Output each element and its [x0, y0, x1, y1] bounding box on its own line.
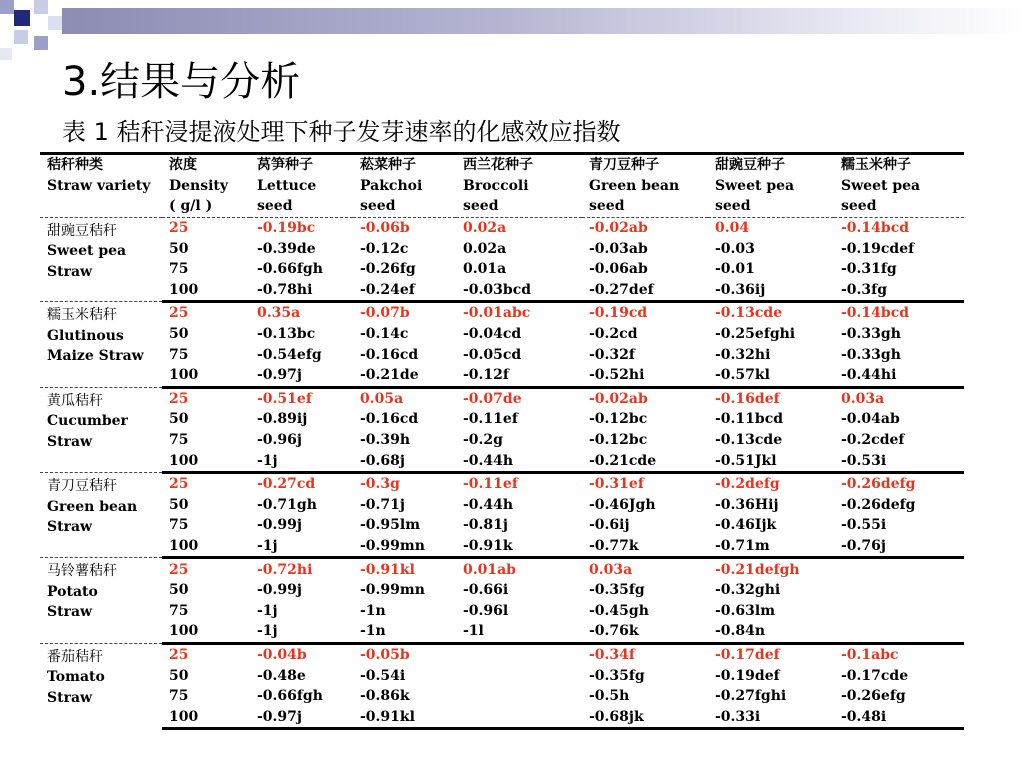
value-cell: -0.91kl [353, 558, 456, 580]
density-cell: 100 [162, 706, 250, 728]
table-row [40, 450, 964, 472]
value-cell: -0.54i [360, 667, 406, 684]
value-cell [834, 580, 964, 601]
value-cell: -0.36ij [708, 280, 834, 302]
density-cell: 100 [162, 536, 250, 558]
value-cell: -0.19cdef [841, 240, 915, 257]
value-cell: 0.02a [463, 240, 507, 257]
density-cell: 100 [162, 450, 250, 472]
table-row [40, 686, 964, 707]
decor-square-4 [48, 16, 62, 30]
straw-name-en: Straw [47, 689, 93, 706]
value-cell: -0.51Jkl [708, 450, 834, 472]
straw-variety-cell [40, 387, 162, 472]
value-cell: -0.66fgh [257, 688, 323, 705]
value-cell: -0.95lm [360, 517, 421, 534]
table-row [40, 217, 964, 238]
density-cell: 75 [169, 261, 189, 278]
value-cell: -0.14bcd [834, 217, 964, 238]
header-lettuce-seed: seed [250, 196, 353, 217]
value-cell [834, 600, 964, 621]
value-cell: -0.33gh [841, 326, 901, 343]
value-cell: -0.52hi [582, 365, 708, 387]
straw-variety-cell [40, 217, 162, 301]
value-cell: -0.21defgh [708, 558, 834, 580]
value-cell: -0.07de [456, 387, 582, 409]
density-cell: 75 [169, 517, 189, 534]
straw-name-en: Straw [47, 263, 93, 280]
table-row [40, 472, 964, 494]
value-cell: -0.1abc [834, 643, 964, 665]
straw-name-en: Maize Straw [47, 348, 144, 365]
density-cell: 25 [162, 643, 250, 665]
value-cell: -0.6ij [589, 517, 630, 534]
header-pakchoi-en: Pakchoi [360, 177, 423, 194]
header-sweetpea-seed: seed [708, 196, 834, 217]
value-cell: -0.2cd [589, 326, 638, 343]
straw-name-en: Potato [47, 583, 98, 600]
value-cell: -0.45gh [589, 602, 649, 619]
value-cell: -0.71gh [257, 496, 317, 513]
density-cell: 50 [169, 240, 189, 257]
table-row [40, 259, 964, 280]
density-cell: 25 [162, 217, 250, 238]
value-cell: -0.01abc [456, 302, 582, 324]
header-maize-seed: seed [834, 196, 964, 217]
value-cell: -0.44hi [834, 365, 964, 387]
straw-name-zh: 番茄秸秆 [47, 648, 103, 665]
table-row [40, 643, 964, 665]
value-cell: -0.54efg [257, 346, 322, 363]
value-cell: -0.76j [834, 536, 964, 558]
value-cell: -0.16def [708, 387, 834, 409]
value-cell: -0.97j [250, 365, 353, 387]
density-cell: 75 [169, 602, 189, 619]
value-cell: -0.99j [257, 517, 302, 534]
table-row [40, 665, 964, 686]
straw-name-en: Straw [47, 519, 93, 536]
value-cell: -0.46Jgh [589, 496, 656, 513]
value-cell: -0.35fg [589, 582, 645, 599]
decor-square-6 [34, 36, 48, 50]
value-cell: -0.14bcd [834, 302, 964, 324]
table-header [40, 154, 964, 218]
value-cell: -0.33i [708, 706, 834, 728]
decor-square-1 [0, 0, 14, 14]
table-row [40, 515, 964, 536]
density-cell: 75 [169, 346, 189, 363]
value-cell: 0.35a [250, 302, 353, 324]
value-cell: -0.71m [708, 536, 834, 558]
table-caption: 表 1 秸秆浸提液处理下种子发芽速率的化感效应指数 [62, 118, 621, 146]
value-cell: -0.12f [456, 365, 582, 387]
header-greenbean-seed: seed [582, 196, 708, 217]
value-cell: -0.86k [360, 688, 410, 705]
value-cell: -0.39de [257, 240, 316, 257]
value-cell: -0.91kl [353, 706, 456, 728]
straw-name-zh: 糯玉米秸秆 [47, 307, 117, 324]
value-cell: -0.06b [353, 217, 456, 238]
header-broccoli-seed: seed [456, 196, 582, 217]
table-row [40, 558, 964, 580]
decor-square-2 [14, 10, 30, 26]
density-cell: 100 [162, 365, 250, 387]
straw-name-en: Glutinous [47, 327, 124, 344]
value-cell: -0.11bcd [715, 411, 784, 428]
straw-name-en: Straw [47, 604, 93, 621]
value-cell: -0.02ab [582, 387, 708, 409]
value-cell: -0.07b [353, 302, 456, 324]
header-straw-unit [40, 196, 162, 217]
value-cell: -0.96j [257, 432, 302, 449]
allelopathy-table [40, 152, 964, 730]
straw-name-en: Tomato [47, 669, 105, 686]
value-cell: -0.34f [582, 643, 708, 665]
value-cell: -0.05cd [463, 346, 522, 363]
density-cell: 75 [169, 688, 189, 705]
value-cell: -0.11ef [463, 411, 518, 428]
value-cell: -0.19cd [582, 302, 708, 324]
decor-square-3 [34, 0, 48, 14]
straw-variety-cell [40, 558, 162, 643]
value-cell: -1n [360, 602, 386, 619]
table-row [40, 365, 964, 387]
value-cell: -0.68j [353, 450, 456, 472]
header-density-zh: 浓度 [162, 154, 250, 176]
value-cell: -0.99mn [360, 582, 425, 599]
value-cell: -0.2g [463, 432, 503, 449]
value-cell: -0.2defg [708, 472, 834, 494]
straw-name-en: Green bean [47, 498, 138, 515]
value-cell [834, 558, 964, 580]
value-cell: -0.21cde [582, 450, 708, 472]
value-cell: -0.33gh [841, 346, 901, 363]
value-cell: -0.99mn [353, 536, 456, 558]
decor-square-5 [14, 30, 28, 44]
straw-name-zh: 马铃薯秸秆 [47, 563, 117, 580]
straw-variety-cell [40, 302, 162, 387]
value-cell: -0.39h [360, 432, 411, 449]
value-cell: -0.26defg [841, 496, 916, 513]
table-row [40, 280, 964, 302]
straw-variety-cell [40, 472, 162, 557]
header-broccoli-en: Broccoli [463, 177, 529, 194]
value-cell: -0.44h [456, 450, 582, 472]
value-cell: -0.04ab [841, 411, 900, 428]
header-lettuce-en: Lettuce [257, 177, 317, 194]
value-cell: 0.01ab [456, 558, 582, 580]
value-cell: -0.46Ijk [715, 517, 777, 534]
value-cell: -0.3fg [834, 280, 964, 302]
header-pakchoi-seed: seed [353, 196, 456, 217]
header-density-unit: ( g/l ) [162, 196, 250, 217]
density-cell: 100 [162, 280, 250, 302]
header-straw-en: Straw variety [47, 177, 151, 194]
table-row [40, 600, 964, 621]
value-cell: -0.99j [257, 582, 302, 599]
density-cell: 25 [162, 472, 250, 494]
value-cell: -0.78hi [250, 280, 353, 302]
header-pakchoi-zh: 菘菜种子 [353, 154, 456, 176]
value-cell: -0.44h [463, 496, 514, 513]
value-cell: -0.12bc [589, 411, 648, 428]
density-cell: 25 [162, 558, 250, 580]
value-cell: -0.21de [353, 365, 456, 387]
straw-name-zh: 黄瓜秸秆 [47, 392, 103, 409]
table-row [40, 324, 964, 345]
density-cell: 50 [169, 411, 189, 428]
table-row [40, 580, 964, 601]
value-cell: -0.03bcd [456, 280, 582, 302]
value-cell: -0.5h [589, 688, 630, 705]
value-cell: -0.26fg [360, 261, 416, 278]
table-row [40, 387, 964, 409]
value-cell: -0.96l [463, 602, 509, 619]
value-cell: -0.19bc [250, 217, 353, 238]
table-row [40, 706, 964, 728]
value-cell: -0.57kl [708, 365, 834, 387]
value-cell: -0.66fgh [257, 261, 323, 278]
value-cell: -0.27cd [250, 472, 353, 494]
value-cell: 0.03a [834, 387, 964, 409]
table-row [40, 409, 964, 430]
table-row [40, 430, 964, 451]
table-row [40, 495, 964, 516]
value-cell: -0.13bc [257, 326, 316, 343]
value-cell: -0.72hi [250, 558, 353, 580]
value-cell: -1j [250, 450, 353, 472]
value-cell: -0.03ab [589, 240, 648, 257]
value-cell: -0.19def [715, 667, 780, 684]
header-density-en: Density [169, 177, 229, 194]
value-cell: -0.16cd [360, 411, 419, 428]
header-broccoli-zh: 西兰花种子 [456, 154, 582, 176]
header-sweetpea-zh: 甜豌豆种子 [708, 154, 834, 176]
value-cell: -0.89ij [257, 411, 308, 428]
value-cell: -0.35fg [589, 667, 645, 684]
density-cell: 50 [169, 667, 189, 684]
header-greenbean-zh: 青刀豆种子 [582, 154, 708, 176]
value-cell: -0.53i [834, 450, 964, 472]
value-cell: -0.24ef [353, 280, 456, 302]
straw-name-zh: 甜豌豆秸秆 [47, 222, 117, 239]
density-cell: 25 [162, 387, 250, 409]
density-cell: 100 [162, 621, 250, 643]
straw-name-en: Cucumber [47, 413, 128, 430]
slide-title: 3.结果与分析 [62, 59, 301, 105]
value-cell: 0.01a [463, 261, 507, 278]
value-cell: -0.51ef [250, 387, 353, 409]
value-cell: -0.48i [834, 706, 964, 728]
value-cell [456, 643, 582, 665]
header-straw-zh: 秸秆种类 [40, 154, 162, 176]
value-cell: -0.04cd [463, 326, 522, 343]
value-cell: -0.71j [360, 496, 405, 513]
straw-name-en: Sweet pea [47, 243, 127, 260]
value-cell: -0.27fghi [715, 688, 787, 705]
value-cell: -0.68jk [582, 706, 708, 728]
value-cell: -0.16cd [360, 346, 419, 363]
value-cell: -0.26efg [841, 688, 906, 705]
value-cell: -0.84n [708, 621, 834, 643]
value-cell: -0.01 [715, 261, 755, 278]
value-cell: 0.04 [708, 217, 834, 238]
value-cell: -0.31fg [841, 261, 897, 278]
value-cell: -0.2cdef [841, 432, 905, 449]
value-cell [834, 621, 964, 643]
value-cell [456, 686, 582, 707]
value-cell: -0.25efghi [715, 326, 796, 343]
value-cell: -0.13cde [708, 302, 834, 324]
value-cell: -0.12bc [589, 432, 648, 449]
value-cell: -1j [250, 536, 353, 558]
value-cell: -0.77k [582, 536, 708, 558]
value-cell: -0.55i [841, 517, 887, 534]
value-cell: -0.91k [456, 536, 582, 558]
table-row [40, 302, 964, 324]
value-cell: -1j [250, 621, 353, 643]
value-cell: -0.14c [360, 326, 409, 343]
table-row [40, 344, 964, 365]
density-cell: 50 [169, 496, 189, 513]
decor-square-7 [0, 48, 12, 60]
value-cell: -0.76k [582, 621, 708, 643]
value-cell: -0.26defg [834, 472, 964, 494]
table-row [40, 238, 964, 259]
value-cell: -0.32f [589, 346, 635, 363]
value-cell: -0.31ef [582, 472, 708, 494]
value-cell: -0.32ghi [715, 582, 781, 599]
value-cell: 0.05a [353, 387, 456, 409]
value-cell: -1l [456, 621, 582, 643]
value-cell [456, 665, 582, 686]
value-cell: -0.13cde [715, 432, 783, 449]
value-cell: -0.48e [257, 667, 306, 684]
header-maize-en: Sweet pea [841, 177, 921, 194]
value-cell: -0.3g [353, 472, 456, 494]
value-cell: -0.66i [463, 582, 509, 599]
value-cell: -0.97j [250, 706, 353, 728]
table-row [40, 536, 964, 558]
value-cell: -0.63lm [715, 602, 776, 619]
straw-name-zh: 青刀豆秸秆 [47, 477, 117, 494]
density-cell: 50 [169, 582, 189, 599]
value-cell: -0.36Hij [715, 496, 779, 513]
value-cell: -0.05b [353, 643, 456, 665]
header-sweetpea-en: Sweet pea [715, 177, 795, 194]
header-gradient-bar [62, 8, 1024, 34]
straw-name-en: Straw [47, 433, 93, 450]
value-cell: -0.03 [715, 240, 755, 257]
density-cell: 25 [162, 302, 250, 324]
header-maize-zh: 糯玉米种子 [834, 154, 964, 176]
value-cell [456, 706, 582, 728]
value-cell: -0.27def [582, 280, 708, 302]
table-body [40, 217, 964, 728]
header-lettuce-zh: 莴笋种子 [250, 154, 353, 176]
table-row [40, 621, 964, 643]
value-cell: -0.04b [250, 643, 353, 665]
value-cell: -1j [257, 602, 278, 619]
header-greenbean-en: Green bean [589, 177, 680, 194]
density-cell: 75 [169, 432, 189, 449]
value-cell: 0.03a [582, 558, 708, 580]
density-cell: 50 [169, 326, 189, 343]
value-cell: -0.02ab [582, 217, 708, 238]
value-cell: -1n [353, 621, 456, 643]
value-cell: -0.06ab [589, 261, 648, 278]
value-cell: -0.17def [708, 643, 834, 665]
straw-variety-cell [40, 643, 162, 728]
value-cell: 0.02a [456, 217, 582, 238]
value-cell: -0.17cde [841, 667, 909, 684]
value-cell: -0.81j [463, 517, 508, 534]
value-cell: -0.12c [360, 240, 409, 257]
value-cell: -0.32hi [715, 346, 771, 363]
value-cell: -0.11ef [456, 472, 582, 494]
